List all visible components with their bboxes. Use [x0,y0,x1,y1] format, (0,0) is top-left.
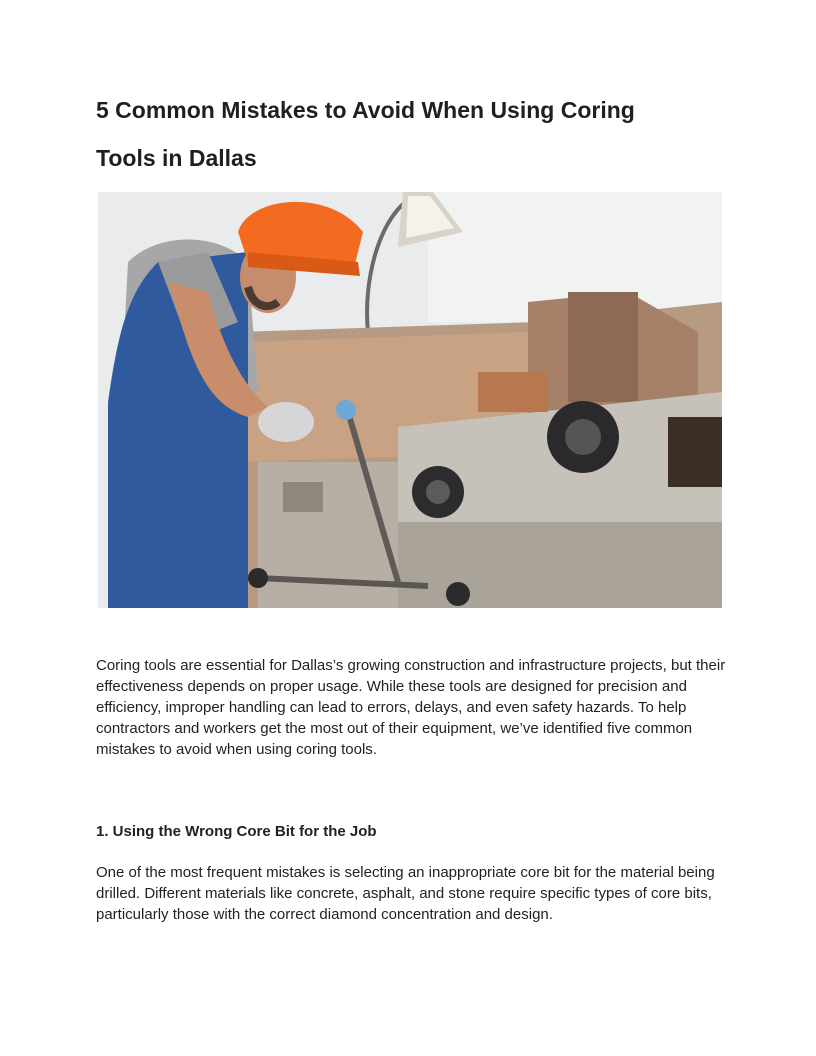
article-title [96,86,716,182]
section-heading-1: 1. Using the Wrong Core Bit for the Job [96,823,377,840]
section-body-1: One of the most frequent mistakes is selecting an inappropriate core bit for the material being drilled. Different materials like concrete, asphalt, and stone require specific types of core bits, particularly those with the correct diamond concentration and design. [96,864,715,923]
title-line-1: 5 Common Mistakes to Avoid When Using Coring [96,97,635,123]
lathe-machine-graphic [238,292,722,608]
hero-image-worker-at-lathe [98,192,722,608]
title-line-2: Tools in Dallas [96,145,257,171]
intro-paragraph: Coring tools are essential for Dallas’s growing construction and infrastructure projects, but their effectiveness depends on proper usage. While these tools are designed for precision and efficiency, improper handling can lead to errors, delays, and even safety hazards. To help contractors and workers get the most out of their equipment, we’ve identified five common mistakes to avoid when using coring tools. [96,657,726,758]
